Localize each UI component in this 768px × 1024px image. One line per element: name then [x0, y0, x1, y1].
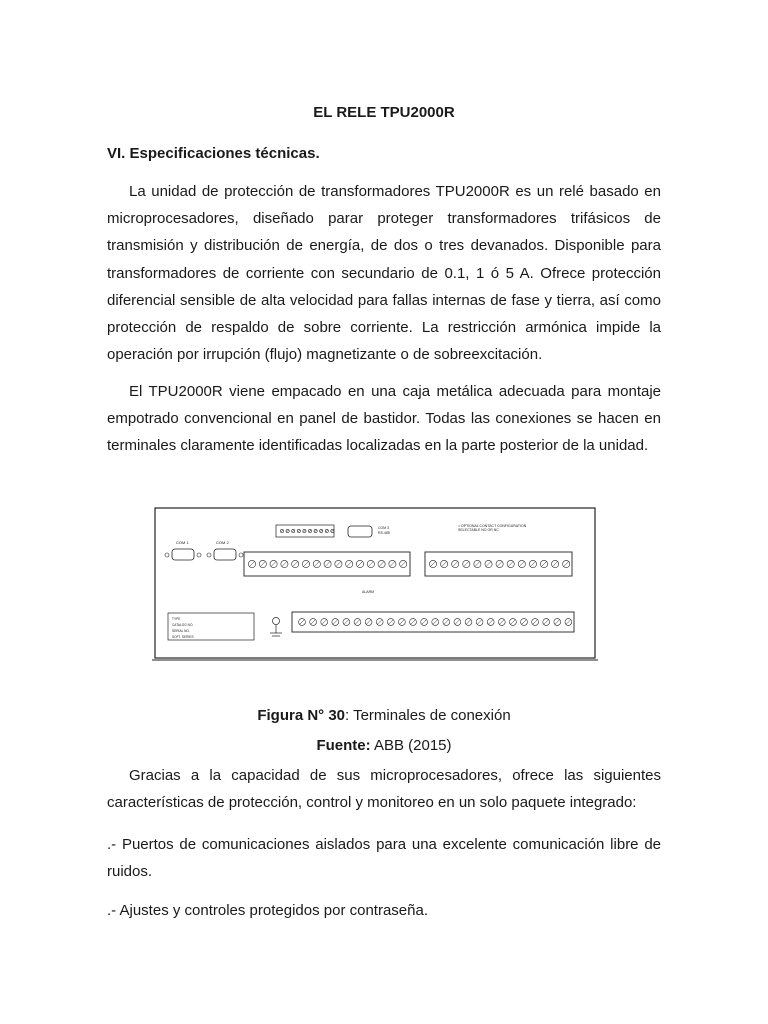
terminal-diagram: [152, 505, 598, 661]
figure-source-text: ABB (2015): [370, 737, 452, 754]
upper-terminal-block-right: [425, 552, 572, 576]
com1-label: COM 1: [176, 540, 189, 545]
bullet-item: .- Puertos de comunicaciones aislados para una excelente comunicación libre de ruidos.: [107, 836, 661, 881]
nameplate-type: TYPE: [172, 617, 181, 621]
com1-port-icon: [172, 549, 194, 560]
bullet-item: .- Ajustes y controles protegidos por contraseña.: [107, 902, 429, 919]
com3-port-icon: [348, 526, 372, 537]
alarm-label: ALARM: [362, 590, 375, 594]
paragraph-intro: La unidad de protección de transformadores TPU2000R es un relé basado en microprocesadores, diseñado parar proteger transformadores trifásicos de transmisión y distribución de energía, de dos o tres devanados. Disponible para transformadores de corriente con secundario de 0.1, 1 ó 5 A. Ofrece protección diferencial sensible de alta velocidad para fallas internas de fase y tierra, así como protección de respaldo de sobre corriente. La restricción armónica impide la operación por irrupción (flujo) magnetizante o de sobreexcitación.: [107, 183, 661, 364]
ground-terminal-icon: [273, 618, 280, 625]
section-heading: VI. Especificaciones técnicas.: [107, 145, 320, 162]
nameplate-catalog: CATALOG NO.: [172, 623, 194, 627]
paragraph-features: Gracias a la capacidad de sus microprocesadores, ofrece las siguientes características de protección, control y monitoreo en un solo paquete integrado:: [107, 767, 661, 812]
document-title: EL RELE TPU2000R: [313, 104, 455, 121]
optional-contact-note: = OPTIONAL CONTACT CONFIGURATION: [458, 524, 527, 528]
com3-label: COM 3: [378, 526, 390, 530]
paragraph-packaging: El TPU2000R viene empacado en una caja metálica adecuada para montaje empotrado convencional en panel de bastidor. Todas las conexiones se hacen en terminales claramente identificadas localizadas en la parte posterior de la unidad.: [107, 383, 661, 455]
figure-source-label: Fuente:: [316, 737, 371, 754]
figure-caption-text: : Terminales de conexión: [345, 707, 511, 724]
com3-sub-label: RS-485: [378, 531, 390, 535]
figure-caption: [0, 707, 768, 724]
figure-caption-label: Figura N° 30: [257, 707, 346, 724]
nameplate-soft-series: SOFT. SERIES: [172, 635, 194, 639]
nameplate-serial: SERIAL NO.: [172, 629, 190, 633]
com2-label: COM 2: [216, 540, 229, 545]
rear-panel-outline: [155, 508, 595, 658]
terminal-diagram-figure: [152, 505, 598, 661]
optional-contact-sub: SELECTABLE NO OR NC: [458, 528, 499, 532]
com2-port-icon: [214, 549, 236, 560]
figure-source: [0, 737, 768, 754]
